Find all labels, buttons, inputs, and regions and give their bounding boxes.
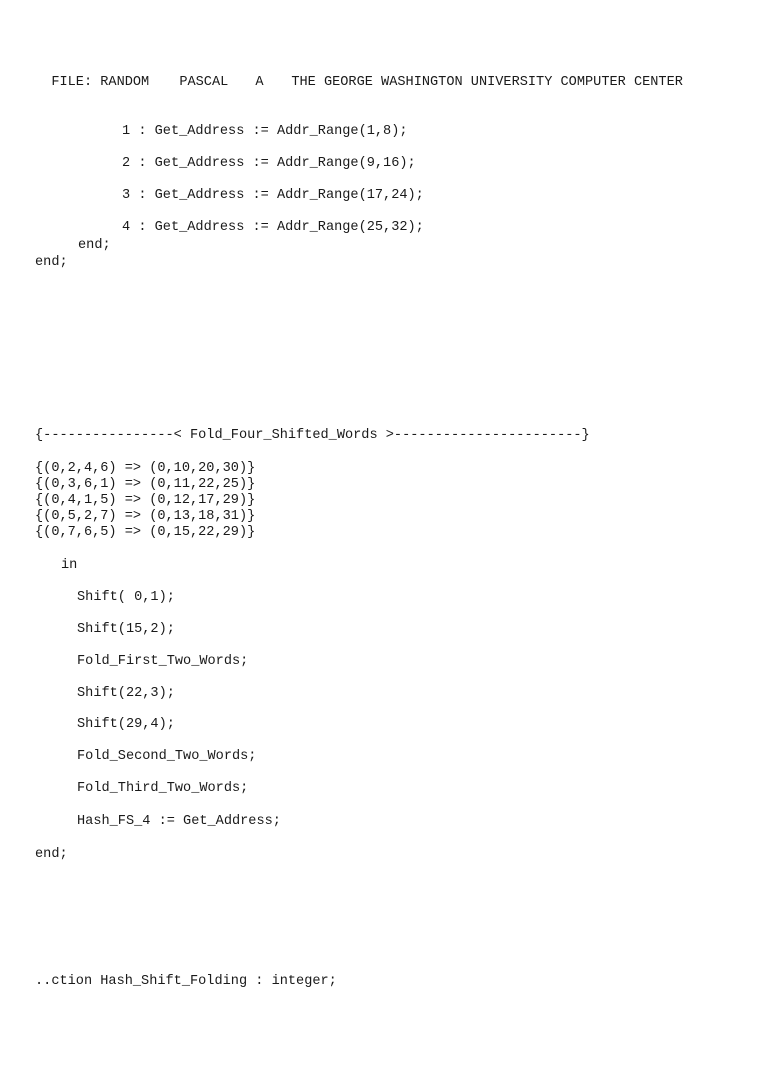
code-line: end; [78, 238, 111, 253]
file-type: PASCAL [179, 75, 229, 90]
file-header [35, 60, 683, 90]
mapping-comment: {(0,7,6,5) => (0,15,22,29)} [35, 525, 256, 540]
code-line: in [61, 558, 78, 573]
code-line: 4 : Get_Address := Addr_Range(25,32); [122, 220, 424, 235]
code-line: end; [35, 255, 68, 270]
file-mode: A [255, 75, 264, 90]
code-line: Shift(29,4); [77, 717, 175, 732]
code-line: end; [35, 847, 68, 862]
code-line: Shift( 0,1); [77, 590, 175, 605]
mapping-comment: {(0,3,6,1) => (0,11,22,25)} [35, 477, 256, 492]
footer-code-line: ..ction Hash_Shift_Folding : integer; [35, 974, 337, 989]
code-line: 3 : Get_Address := Addr_Range(17,24); [122, 188, 424, 203]
code-line: 2 : Get_Address := Addr_Range(9,16); [122, 156, 416, 171]
code-line: Fold_Second_Two_Words; [77, 749, 257, 764]
mapping-comment: {(0,2,4,6) => (0,10,20,30)} [35, 461, 256, 476]
organization-name: THE GEORGE WASHINGTON UNIVERSITY COMPUTER CENTER [291, 75, 683, 90]
code-line: Fold_First_Two_Words; [77, 654, 249, 669]
code-line: Fold_Third_Two_Words; [77, 781, 249, 796]
mapping-comment: {(0,4,1,5) => (0,12,17,29)} [35, 493, 256, 508]
code-line: 1 : Get_Address := Addr_Range(1,8); [122, 124, 408, 139]
code-line: Hash_FS_4 := Get_Address; [77, 814, 281, 829]
code-line: Shift(15,2); [77, 622, 175, 637]
section-comment: {----------------< Fold_Four_Shifted_Words >-----------------------} [35, 428, 590, 443]
code-line: Shift(22,3); [77, 686, 175, 701]
file-name: FILE: RANDOM [51, 75, 150, 90]
mapping-comment: {(0,5,2,7) => (0,13,18,31)} [35, 509, 256, 524]
